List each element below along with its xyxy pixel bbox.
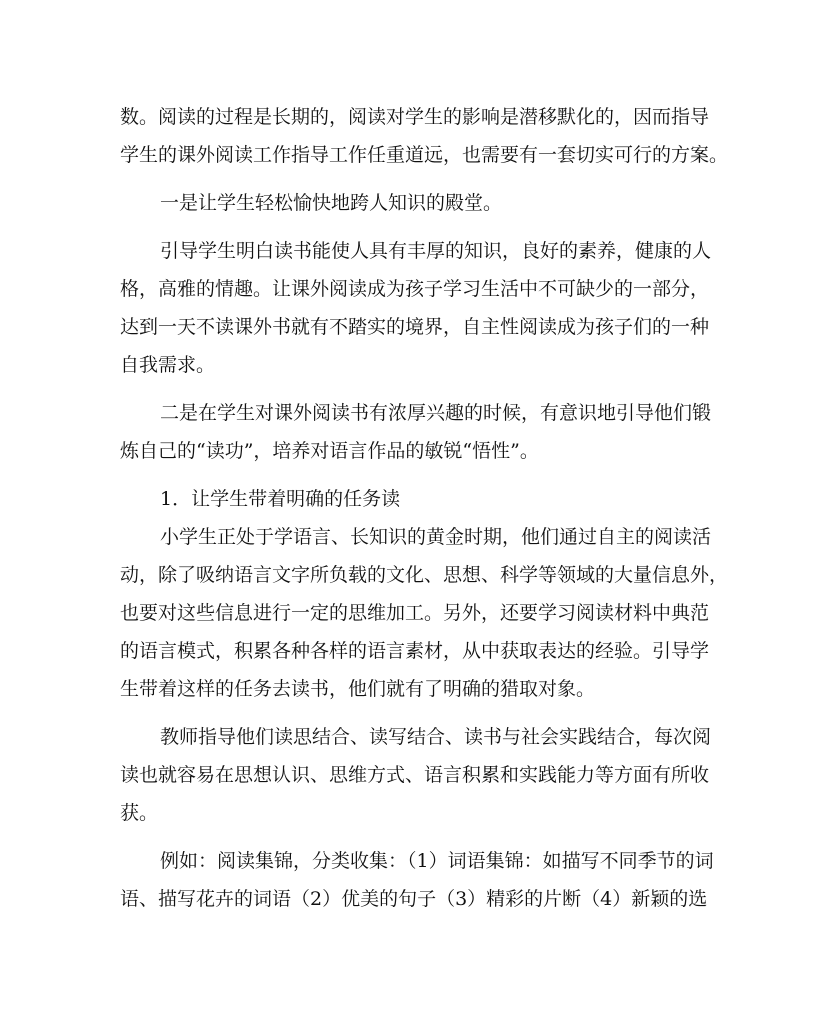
text-line: 例如：阅读集锦，分类收集：（1）词语集锦：如描写不同季节的词 — [160, 850, 714, 872]
text-line: 语、描写花卉的词语（2）优美的句子（3）精彩的片断（4）新颖的选 — [120, 888, 708, 910]
text-line: 炼自己的“读功”，培养对语言作品的敏锐“悟性”。 — [120, 440, 539, 462]
text-line: 动，除了吸纳语言文字所负载的文化、思想、科学等领域的大量信息外， — [120, 564, 729, 586]
document-body — [120, 98, 729, 918]
text-line: 的语言模式，积累各种各样的语言素材，从中获取表达的经验。引导学 — [120, 640, 710, 662]
text-line: 一是让学生轻松愉快地跨人知识的殿堂。 — [160, 192, 503, 214]
text-line: 二是在学生对课外阅读书有浓厚兴趣的时候，有意识地引导他们锻 — [160, 402, 712, 424]
text-line: 读也就容易在思想认识、思维方式、语言积累和实践能力等方面有所收 — [120, 764, 710, 786]
text-line: 也要对这些信息进行一定的思维加工。另外，还要学习阅读材料中典范 — [120, 602, 710, 624]
text-line: 生带着这样的任务去读书，他们就有了明确的猎取对象。 — [120, 678, 596, 700]
text-line: 格，高雅的情趣。让课外阅读成为孩子学习生活中不可缺少的一部分， — [120, 278, 710, 300]
text-line: 获。 — [120, 802, 159, 824]
text-line: 学生的课外阅读工作指导工作任重道远，也需要有一套切实可行的方案。 — [120, 144, 729, 166]
text-line: 达到一天不读课外书就有不踏实的境界，自主性阅读成为孩子们的一种 — [120, 316, 710, 338]
text-line: 自我需求。 — [120, 354, 216, 376]
section-heading: 1．让学生带着明确的任务读 — [160, 488, 401, 510]
text-line: 教师指导他们读思结合、读写结合、读书与社会实践结合，每次阅 — [160, 726, 712, 748]
text-line: 小学生正处于学语言、长知识的黄金时期，他们通过自主的阅读活 — [160, 526, 712, 548]
text-line: 引导学生明白读书能使人具有丰厚的知识，良好的素养，健康的人 — [160, 240, 712, 262]
text-line: 数。阅读的过程是长期的，阅读对学生的影响是潜移默化的，因而指导 — [120, 106, 710, 128]
